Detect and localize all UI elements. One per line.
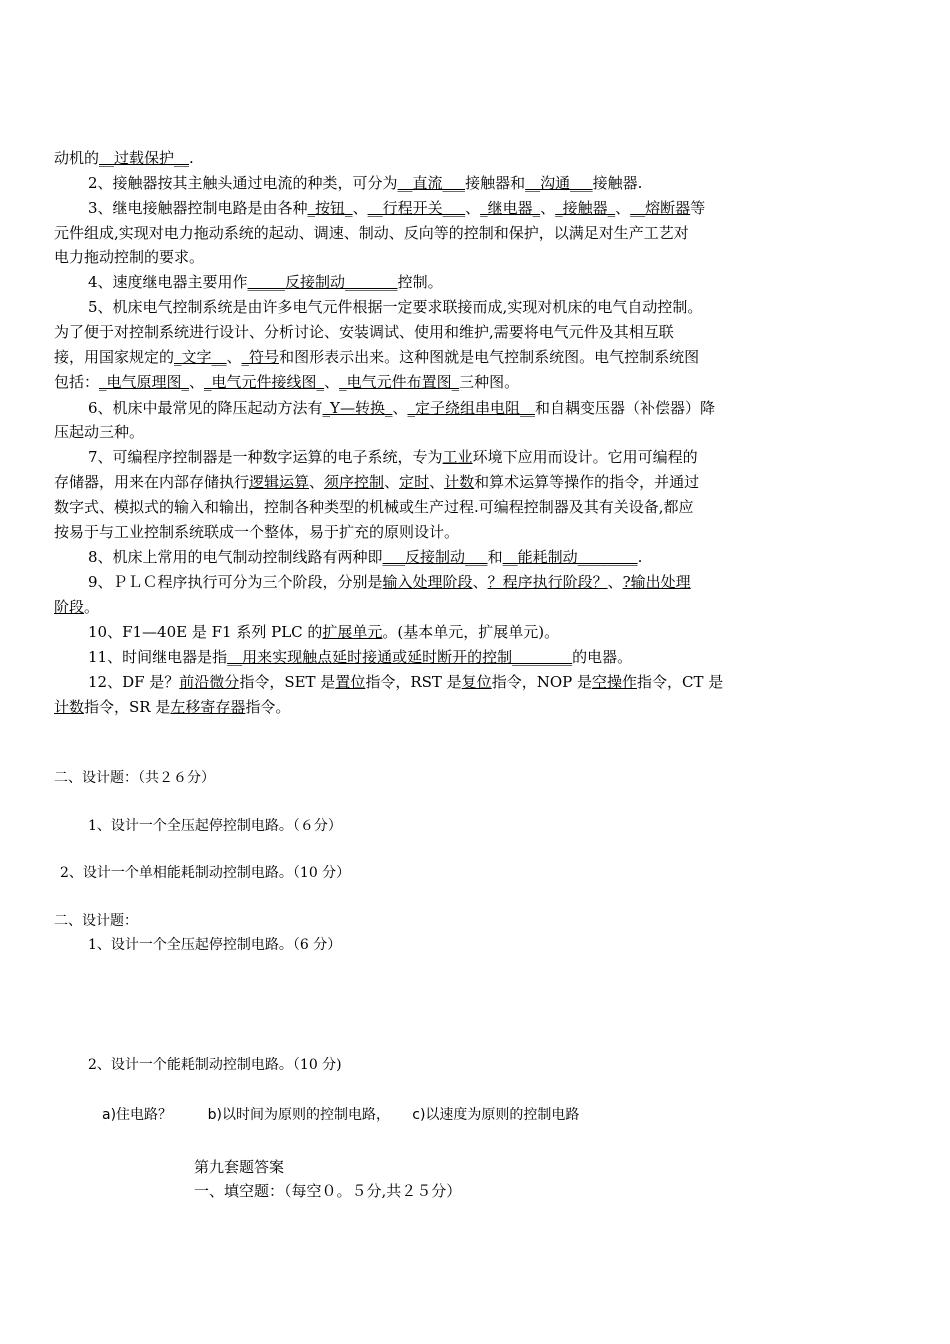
answer-line [54,370,784,394]
text-run: 、 [429,473,445,491]
text-run: . [637,548,643,566]
filled-answer: __沟通___ [525,174,593,192]
text-run: 和自耦变压器（补偿器）降 [534,399,715,417]
text-run: 元件组成,实现对电力拖动系统的起动、调速、制动、反向等的控制和保护，以满足对生产工艺对 [54,224,689,242]
text-run: 指令，SET 是 [239,673,336,691]
filled-answer: 计数 [54,698,85,716]
text-run: 控制。 [397,273,443,291]
filled-answer: __过载保护__ [99,149,190,167]
text-run: 按易于与工业控制系统联成一个整体，易于扩充的原则设计。 [54,523,460,541]
filled-answer: 扩展单元 [322,623,383,641]
section-heading [54,766,784,790]
answer-line [54,495,784,519]
filled-answer: 阶段 [54,598,85,616]
filled-answer: _____反接制动_______ [247,273,398,291]
filled-answer: ___反接制动___ [382,548,488,566]
section-heading [54,909,784,933]
text-run: 12、DF 是？ [88,673,180,691]
text-run: 11、时间继电器是指 [88,648,228,666]
text-run: 第九套题答案 [194,1158,285,1176]
text-run: 2、设计一个单相能耗制动控制电路。（10 分） [60,865,351,881]
filled-answer: 空操作 [591,673,637,691]
text-run: a)住电路？ b)以时间为原则的控制电路， c)以速度为原则的控制电路 [102,1107,580,1123]
text-run: 接，用国家规定的 [54,348,175,366]
text-run: 接触器和 [465,174,526,192]
filled-answer: 定时 [399,473,430,491]
text-run: 、 [392,399,408,417]
filled-answer: _电气原理图_ [99,373,190,391]
answer-line [88,620,784,644]
answer-line [88,396,784,420]
filled-answer: _继电器_ [480,199,541,217]
filled-answer: _Y—转换_ [322,399,393,417]
text-run: 、 [309,473,325,491]
filled-answer: __直流___ [397,174,466,192]
answer-line [88,270,784,294]
question-line [88,933,784,957]
answer-line [54,595,784,619]
text-run: 和算术运算等操作的指令，并通过 [474,473,700,491]
answer-line [88,196,784,220]
text-run: 、 [352,199,368,217]
text-run: 9、ＰＬＣ程序执行可分为三个阶段，分别是 [88,573,383,591]
answer-line [54,146,784,170]
text-run: . [189,149,194,167]
question-line [88,814,784,838]
answer-line [54,245,784,269]
filled-answer: 前沿微分 [179,673,240,691]
filled-answer: ?输出处理 [622,573,691,591]
filled-answer: _按钮_ [307,199,353,217]
text-run: 、 [472,573,488,591]
text-run: 4、速度继电器主要用作 [88,273,248,291]
filled-answer: 须序控制 [324,473,385,491]
filled-answer: 逻辑运算 [249,473,310,491]
filled-answer: 置位 [335,673,366,691]
filled-answer: 左移寄存器 [170,698,246,716]
answer-line [88,445,784,469]
answer-line [54,320,784,344]
text-run: 1、设计一个全压起停控制电路。（６分） [88,818,342,834]
text-run: 压起动三种。 [54,423,145,441]
answer-line [54,520,784,544]
filled-answer: _文字__ [174,348,227,366]
text-run: 二、设计题： [54,913,138,929]
text-run: 和 [487,548,503,566]
text-run: 包括： [54,373,100,391]
text-run: 为了便于对控制系统进行设计、分析讨论、安装调试、使用和维护,需要将电气元件及其相互联 [54,323,674,341]
filled-answer: _定子绕组串电阻__ [407,399,535,417]
question-line [88,1053,784,1077]
answer-line [54,345,784,369]
text-run: 、 [540,199,556,217]
text-run: 三种图。 [459,373,520,391]
text-run: 电力拖动控制的要求。 [54,248,205,266]
text-run: 、 [324,373,340,391]
filled-answer: _接触器_ [555,199,616,217]
text-run: 的电器。 [572,648,633,666]
answer-line [54,420,784,444]
text-run: 等 [690,199,706,217]
text-run: 。(基本单元，扩展单元)。 [382,623,560,641]
text-run: 指令，RST 是 [365,673,462,691]
text-run: 、 [465,199,481,217]
answer-line [88,295,784,319]
answer-line [88,645,784,669]
text-run: 、 [607,573,623,591]
answer-line [88,670,784,694]
text-run: 、 [226,348,242,366]
filled-answer: _电气元件布置图_ [339,373,460,391]
question-line [60,861,790,885]
text-run: 。 [84,598,100,616]
text-run: 指令，SR 是 [84,698,171,716]
filled-answer: 工业 [442,448,473,466]
text-run: 1、设计一个全压起停控制电路。（6 分） [88,937,342,953]
filled-answer: 输入处理阶段 [382,573,473,591]
text-run: 存储器，用来在内部存储执行 [54,473,250,491]
answer-line [88,545,784,569]
text-run: 动机的 [54,149,100,167]
text-run: 指令。 [245,698,291,716]
answer-line [54,470,784,494]
text-run: 3、继电接触器控制电路是由各种 [88,199,308,217]
section-heading [194,1179,694,1203]
text-run: 数字式、模拟式的输入和输出，控制各种类型的机械或生产过程.可编程控制器及其有关设备,都应 [54,498,694,516]
text-run: 环境下应用而设计。它用可编程的 [472,448,698,466]
text-run: 8、机床上常用的电气制动控制线路有两种即 [88,548,383,566]
filled-answer: ？程序执行阶段？ [487,573,608,591]
text-run: 指令，CT 是 [637,673,724,691]
text-run: 7、可编程序控制器是一种数字运算的电子系统，专为 [88,448,443,466]
text-run: 、 [189,373,205,391]
question-options [102,1103,742,1127]
text-run: 二、设计题：（共２６分） [54,770,215,786]
filled-answer: __用来实现触点延时接通或延时断开的控制________ [227,648,573,666]
answer-line [88,570,784,594]
text-run: 2、设计一个能耗制动控制电路。（10 分) [88,1057,342,1073]
answer-line [54,221,784,245]
text-run: 、 [615,199,631,217]
answer-line [54,695,784,719]
filled-answer: 复位 [461,673,492,691]
text-run: 指令，NOP 是 [491,673,592,691]
filled-answer: _电气元件接线图_ [204,373,325,391]
text-run: 一、填空题：（每空０。５分,共２５分） [194,1182,462,1200]
text-run: 10、F1—40E 是 F1 系列 PLC 的 [88,623,323,641]
filled-answer: __能耗制动________ [502,548,638,566]
answer-set-title [194,1155,694,1179]
filled-answer: __行程开关___ [367,199,466,217]
text-run: 5、机床电气控制系统是由许多电气元件根据一定要求联接而成,实现对机床的电气自动控制。 [88,298,703,316]
text-run: 6、机床中最常见的降压起动方法有 [88,399,323,417]
answer-line [88,171,784,195]
filled-answer: __熔断器 [630,199,691,217]
filled-answer: _符号 [241,348,280,366]
text-run: 、 [384,473,400,491]
filled-answer: 计数 [444,473,475,491]
text-run: 2、接触器按其主触头通过电流的种类，可分为 [88,174,398,192]
text-run: 和图形表示出来。这种图就是电气控制系统图。电气控制系统图 [279,348,700,366]
text-run: 接触器. [592,174,643,192]
